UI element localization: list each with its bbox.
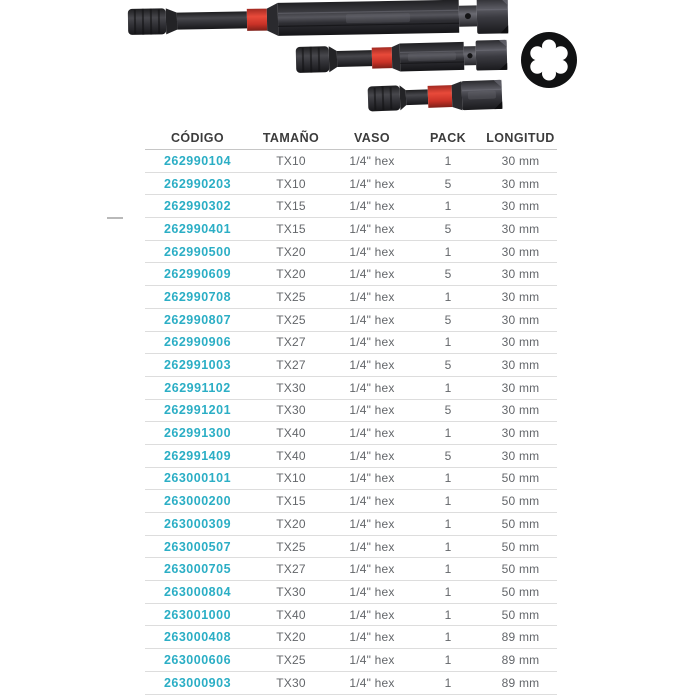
cell-vaso: 1/4" hex — [332, 535, 412, 558]
cell-tamano: TX10 — [250, 467, 332, 490]
table-row — [145, 422, 557, 445]
cell-longitud: 30 mm — [484, 172, 557, 195]
cell-pack: 5 — [412, 308, 484, 331]
table-row — [145, 467, 557, 490]
cell-pack: 5 — [412, 399, 484, 422]
cell-pack: 1 — [412, 195, 484, 218]
table-row — [145, 286, 557, 309]
cell-pack: 5 — [412, 444, 484, 467]
cell-longitud: 30 mm — [484, 376, 557, 399]
table-row — [145, 581, 557, 604]
table-body — [145, 150, 557, 695]
cell-tamano: TX15 — [250, 218, 332, 241]
cell-longitud: 89 mm — [484, 626, 557, 649]
cell-longitud: 50 mm — [484, 490, 557, 513]
torx-bit-long-image — [128, 0, 509, 40]
table-row — [145, 308, 557, 331]
cell-pack: 5 — [412, 263, 484, 286]
cell-tamano: TX25 — [250, 286, 332, 309]
cell-pack: 1 — [412, 331, 484, 354]
cell-tamano: TX10 — [250, 172, 332, 195]
cell-longitud: 30 mm — [484, 331, 557, 354]
cell-vaso: 1/4" hex — [332, 422, 412, 445]
cell-pack: 1 — [412, 422, 484, 445]
cell-tamano: TX30 — [250, 376, 332, 399]
cell-longitud: 89 mm — [484, 649, 557, 672]
cell-pack: 1 — [412, 626, 484, 649]
cell-longitud: 50 mm — [484, 558, 557, 581]
torx-profile-icon — [521, 32, 577, 88]
cell-longitud: 30 mm — [484, 308, 557, 331]
cell-longitud: 30 mm — [484, 195, 557, 218]
cell-vaso: 1/4" hex — [332, 286, 412, 309]
cell-codigo-link[interactable]: 263000200 — [145, 490, 250, 513]
cell-longitud: 30 mm — [484, 218, 557, 241]
cell-vaso: 1/4" hex — [332, 376, 412, 399]
table-row — [145, 603, 557, 626]
cell-codigo-link[interactable]: 263000408 — [145, 626, 250, 649]
cell-pack: 1 — [412, 581, 484, 604]
cell-tamano: TX15 — [250, 195, 332, 218]
cell-tamano: TX20 — [250, 626, 332, 649]
cell-codigo-link[interactable]: 263000705 — [145, 558, 250, 581]
col-header-vaso: VASO — [332, 127, 412, 150]
cell-vaso: 1/4" hex — [332, 240, 412, 263]
cell-codigo-link[interactable]: 262991201 — [145, 399, 250, 422]
cell-codigo-link[interactable]: 262990708 — [145, 286, 250, 309]
table-header-row — [145, 127, 557, 150]
cell-vaso: 1/4" hex — [332, 513, 412, 536]
cell-pack: 1 — [412, 603, 484, 626]
cell-vaso: 1/4" hex — [332, 444, 412, 467]
left-margin-dash — [107, 217, 123, 219]
cell-codigo-link[interactable]: 262990401 — [145, 218, 250, 241]
col-header-pack: PACK — [412, 127, 484, 150]
table-row — [145, 626, 557, 649]
cell-codigo-link[interactable]: 262990807 — [145, 308, 250, 331]
cell-vaso: 1/4" hex — [332, 218, 412, 241]
cell-codigo-link[interactable]: 262991300 — [145, 422, 250, 445]
cell-vaso: 1/4" hex — [332, 399, 412, 422]
cell-tamano: TX10 — [250, 150, 332, 173]
cell-tamano: TX30 — [250, 581, 332, 604]
cell-vaso: 1/4" hex — [332, 671, 412, 694]
table-row — [145, 535, 557, 558]
cell-tamano: TX30 — [250, 671, 332, 694]
cell-longitud: 50 mm — [484, 603, 557, 626]
cell-vaso: 1/4" hex — [332, 172, 412, 195]
cell-pack: 1 — [412, 240, 484, 263]
cell-codigo-link[interactable]: 263000804 — [145, 581, 250, 604]
table-row — [145, 354, 557, 377]
cell-tamano: TX15 — [250, 490, 332, 513]
cell-vaso: 1/4" hex — [332, 558, 412, 581]
cell-vaso: 1/4" hex — [332, 354, 412, 377]
table-row — [145, 195, 557, 218]
bits-illustration — [0, 0, 700, 125]
cell-pack: 1 — [412, 513, 484, 536]
col-header-tamano: TAMAÑO — [250, 127, 332, 150]
table-row — [145, 172, 557, 195]
table-row — [145, 671, 557, 694]
cell-codigo-link[interactable]: 263000606 — [145, 649, 250, 672]
table-row — [145, 513, 557, 536]
cell-codigo-link[interactable]: 263001000 — [145, 603, 250, 626]
cell-tamano: TX27 — [250, 558, 332, 581]
table-row — [145, 490, 557, 513]
cell-pack: 5 — [412, 218, 484, 241]
cell-codigo-link[interactable]: 262991102 — [145, 376, 250, 399]
cell-tamano: TX27 — [250, 354, 332, 377]
cell-tamano: TX20 — [250, 240, 332, 263]
cell-tamano: TX40 — [250, 444, 332, 467]
cell-vaso: 1/4" hex — [332, 581, 412, 604]
table-row — [145, 263, 557, 286]
cell-tamano: TX20 — [250, 513, 332, 536]
cell-pack: 1 — [412, 535, 484, 558]
cell-vaso: 1/4" hex — [332, 195, 412, 218]
cell-codigo-link[interactable]: 262991003 — [145, 354, 250, 377]
cell-tamano: TX27 — [250, 331, 332, 354]
table-row — [145, 150, 557, 173]
product-spec-table — [145, 127, 557, 695]
cell-codigo-link[interactable]: 262990906 — [145, 331, 250, 354]
cell-tamano: TX40 — [250, 603, 332, 626]
cell-vaso: 1/4" hex — [332, 490, 412, 513]
cell-vaso: 1/4" hex — [332, 626, 412, 649]
cell-longitud: 89 mm — [484, 671, 557, 694]
cell-longitud: 30 mm — [484, 150, 557, 173]
cell-codigo-link[interactable]: 263000309 — [145, 513, 250, 536]
cell-vaso: 1/4" hex — [332, 150, 412, 173]
table-row — [145, 331, 557, 354]
product-photo — [0, 0, 700, 125]
cell-longitud: 50 mm — [484, 467, 557, 490]
col-header-codigo: CÓDIGO — [145, 127, 250, 150]
cell-vaso: 1/4" hex — [332, 331, 412, 354]
cell-longitud: 30 mm — [484, 354, 557, 377]
cell-vaso: 1/4" hex — [332, 467, 412, 490]
col-header-longitud: LONGITUD — [484, 127, 557, 150]
torx-bit-short-image — [367, 80, 502, 114]
cell-longitud: 50 mm — [484, 581, 557, 604]
cell-pack: 5 — [412, 172, 484, 195]
cell-longitud: 30 mm — [484, 422, 557, 445]
table-header — [145, 127, 557, 150]
cell-pack: 1 — [412, 286, 484, 309]
cell-tamano: TX30 — [250, 399, 332, 422]
cell-vaso: 1/4" hex — [332, 603, 412, 626]
cell-pack: 5 — [412, 354, 484, 377]
cell-longitud: 30 mm — [484, 399, 557, 422]
cell-longitud: 50 mm — [484, 535, 557, 558]
cell-codigo-link[interactable]: 262990302 — [145, 195, 250, 218]
cell-vaso: 1/4" hex — [332, 308, 412, 331]
cell-codigo-link[interactable]: 263000903 — [145, 671, 250, 694]
cell-longitud: 50 mm — [484, 513, 557, 536]
cell-longitud: 30 mm — [484, 263, 557, 286]
cell-tamano: TX25 — [250, 308, 332, 331]
table-row — [145, 649, 557, 672]
table-row — [145, 558, 557, 581]
cell-codigo-link[interactable]: 263000101 — [145, 467, 250, 490]
cell-tamano: TX20 — [250, 263, 332, 286]
cell-longitud: 30 mm — [484, 240, 557, 263]
cell-vaso: 1/4" hex — [332, 263, 412, 286]
torx-bit-medium-image — [296, 40, 508, 75]
cell-pack: 1 — [412, 467, 484, 490]
table-row — [145, 240, 557, 263]
cell-codigo-link[interactable]: 263000507 — [145, 535, 250, 558]
cell-longitud: 30 mm — [484, 444, 557, 467]
cell-codigo-link[interactable]: 262991409 — [145, 444, 250, 467]
cell-pack: 1 — [412, 558, 484, 581]
cell-codigo-link[interactable]: 262990500 — [145, 240, 250, 263]
table-row — [145, 399, 557, 422]
cell-tamano: TX40 — [250, 422, 332, 445]
cell-codigo-link[interactable]: 262990609 — [145, 263, 250, 286]
cell-codigo-link[interactable]: 262990203 — [145, 172, 250, 195]
cell-vaso: 1/4" hex — [332, 649, 412, 672]
cell-pack: 1 — [412, 376, 484, 399]
cell-pack: 1 — [412, 490, 484, 513]
cell-pack: 1 — [412, 671, 484, 694]
table-row — [145, 218, 557, 241]
cell-tamano: TX25 — [250, 535, 332, 558]
cell-pack: 1 — [412, 150, 484, 173]
cell-tamano: TX25 — [250, 649, 332, 672]
cell-codigo-link[interactable]: 262990104 — [145, 150, 250, 173]
cell-longitud: 30 mm — [484, 286, 557, 309]
table-row — [145, 444, 557, 467]
table-row — [145, 376, 557, 399]
cell-pack: 1 — [412, 649, 484, 672]
